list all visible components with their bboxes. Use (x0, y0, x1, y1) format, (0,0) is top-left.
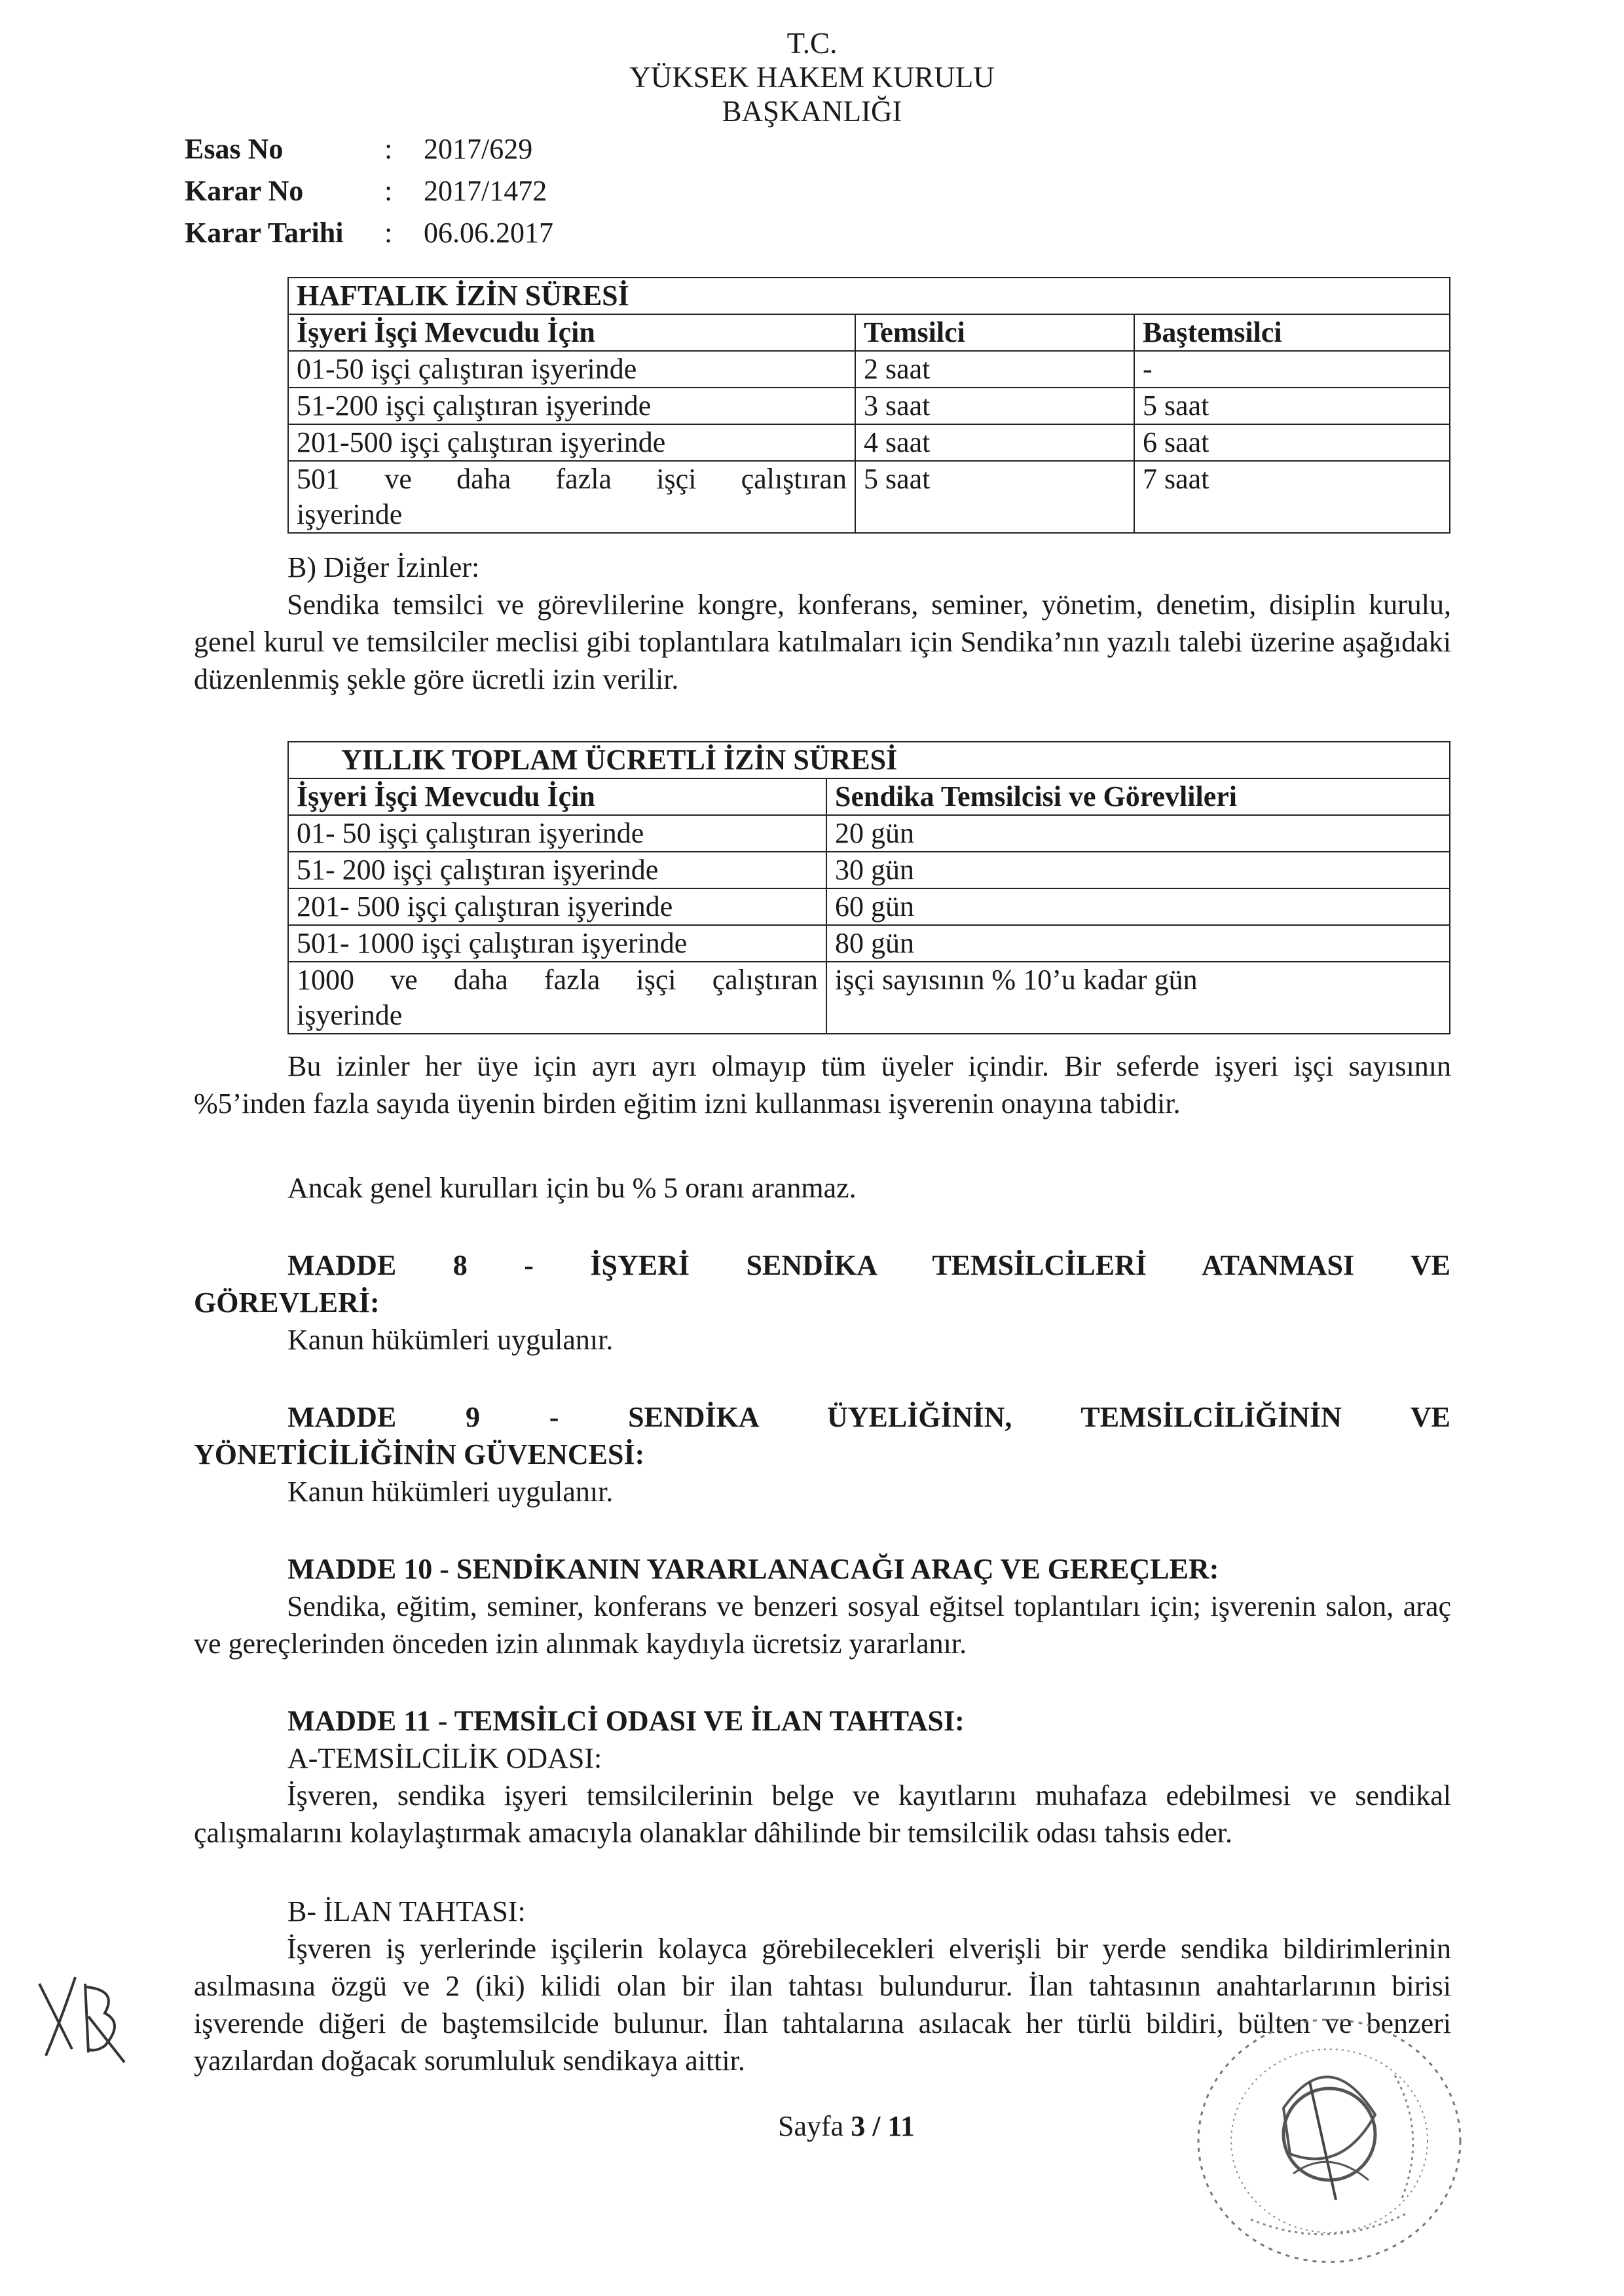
header-institution: YÜKSEK HAKEM KURULU (629, 61, 995, 94)
madde-9-title: MADDE 9 - SENDİKA ÜYELİĞİNİN, TEMSİLCİLİĞİNİN VE (287, 1401, 1450, 1433)
table-row: 501- 1000 işçi çalıştıran işyerinde 80 gün (288, 925, 1450, 962)
madde-8-text: Kanun hükümleri uygulanır. (287, 1324, 614, 1356)
madde-11-b-text: İşveren iş yerlerinde işçilerin kolayca görebilecekleri elverişli bir yerde sendika bildirimlerinin asılmasına özgü ve 2 (iki) kilidi olan bir ilan tahtası bulundurur. İlan tahtasının anahtarlarının birisi işverende diğeri de baştemsilcide bulunur. İlan tahtalarına asılacak her türlü bildiri, bülten ve benzeri yazılardan doğacak sorumluluk sendikaya aittir. (194, 1933, 1451, 2077)
page-label: Sayfa (778, 2110, 851, 2142)
madde-8-title: MADDE 8 - İŞYERİ SENDİKA TEMSİLCİLERİ ATANMASI VE (287, 1249, 1450, 1281)
annual-paid-leave-table (287, 741, 1450, 1034)
table-row: 201-500 işçi çalıştıran işyerinde 4 saat 6 saat (288, 424, 1450, 461)
table-title: YILLIK TOPLAM ÜCRETLİ İZİN SÜRESİ (288, 742, 1450, 778)
table-row: 01- 50 işçi çalıştıran işyerinde 20 gün (288, 815, 1450, 852)
madde-9-text: Kanun hükümleri uygulanır. (287, 1476, 614, 1508)
section-b-heading: B) Diğer İzinler: (287, 551, 480, 583)
madde-11-b-heading: B- İLAN TAHTASI: (287, 1895, 526, 1927)
table-header: Baştemsilci (1134, 314, 1450, 351)
table-row: 01-50 işçi çalıştıran işyerinde 2 saat - (288, 351, 1450, 388)
handwritten-initials-icon (26, 1964, 138, 2069)
table-header: Sendika Temsilcisi ve Görevlileri (826, 778, 1450, 815)
table-header: İşyeri İşçi Mevcudu İçin (288, 314, 855, 351)
leave-note-paragraph: Bu izinler her üye için ayrı ayrı olmayıp tüm üyeler içindir. Bir seferde işyeri işçi sayısının %5’inden fazla sayıda üyenin birden eğitim izni kullanması işverenin onayına tabidir. (194, 1050, 1451, 1120)
table-header: İşyeri İşçi Mevcudu İçin (288, 778, 826, 815)
madde-10-text: Sendika, eğitim, seminer, konferans ve benzeri sosyal eğitsel toplantıları için; işverenin salon, araç ve gereçlerinden önceden izin alınmak kaydıyla ücretsiz yararlanır. (194, 1590, 1451, 1660)
table-row: 51- 200 işçi çalıştıran işyerinde 30 gün (288, 852, 1450, 888)
madde-11-title: MADDE 11 - TEMSİLCİ ODASI VE İLAN TAHTASI: (287, 1705, 965, 1737)
page-number: 3 / 11 (851, 2110, 915, 2142)
header-tc: T.C. (786, 27, 838, 60)
meta-block (185, 128, 553, 254)
madde-10-title: MADDE 10 - SENDİKANIN YARARLANACAĞI ARAÇ VE GEREÇLER: (287, 1553, 1219, 1585)
meta-karar-tarihi: Karar Tarihi : 06.06.2017 (185, 217, 553, 249)
meta-esas-no: Esas No : 2017/629 (185, 133, 533, 165)
table-row: 51-200 işçi çalıştıran işyerinde 3 saat 5 saat (288, 388, 1450, 424)
section-b-text: Sendika temsilci ve görevlilerine kongre, konferans, seminer, yönetim, denetim, disiplin kurulu, genel kurul ve temsilciler meclisi gibi toplantılara katılmaları için Sendika’nın yazılı talebi üzerine aşağıdaki düzenlenmiş şekle göre ücretli izin verilir. (194, 589, 1451, 695)
general-assembly-note: Ancak genel kurulları için bu % 5 oranı aranmaz. (287, 1172, 857, 1204)
madde-8-title-cont: GÖREVLERİ: (194, 1286, 380, 1319)
weekly-leave-table (287, 277, 1450, 534)
meta-karar-no: Karar No : 2017/1472 (185, 175, 547, 207)
madde-9-title-cont: YÖNETİCİLİĞİNİN GÜVENCESİ: (194, 1438, 645, 1470)
table-row: 501 ve daha fazla işçi çalıştıran işyerinde 5 saat 7 saat (288, 461, 1450, 533)
seal-stamp-icon (1179, 2003, 1480, 2278)
table-title: HAFTALIK İZİN SÜRESİ (288, 278, 1450, 314)
page-footer (778, 2109, 915, 2143)
table-header: Temsilci (855, 314, 1134, 351)
madde-11-a-text: İşveren, sendika işyeri temsilcilerinin belge ve kayıtlarını muhafaza edebilmesi ve sendikal çalışmalarını kolaylaştırmak amacıyla olanaklar dâhilinde bir temsilcilik odası tahsis eder. (194, 1779, 1451, 1849)
header-presidency: BAŞKANLIĞI (722, 95, 902, 128)
madde-11-a-heading: A-TEMSİLCİLİK ODASI: (287, 1742, 602, 1774)
table-row: 201- 500 işçi çalıştıran işyerinde 60 gün (288, 888, 1450, 925)
table-row: 1000 ve daha fazla işçi çalıştıran işyerinde işçi sayısının % 10’u kadar gün (288, 962, 1450, 1034)
